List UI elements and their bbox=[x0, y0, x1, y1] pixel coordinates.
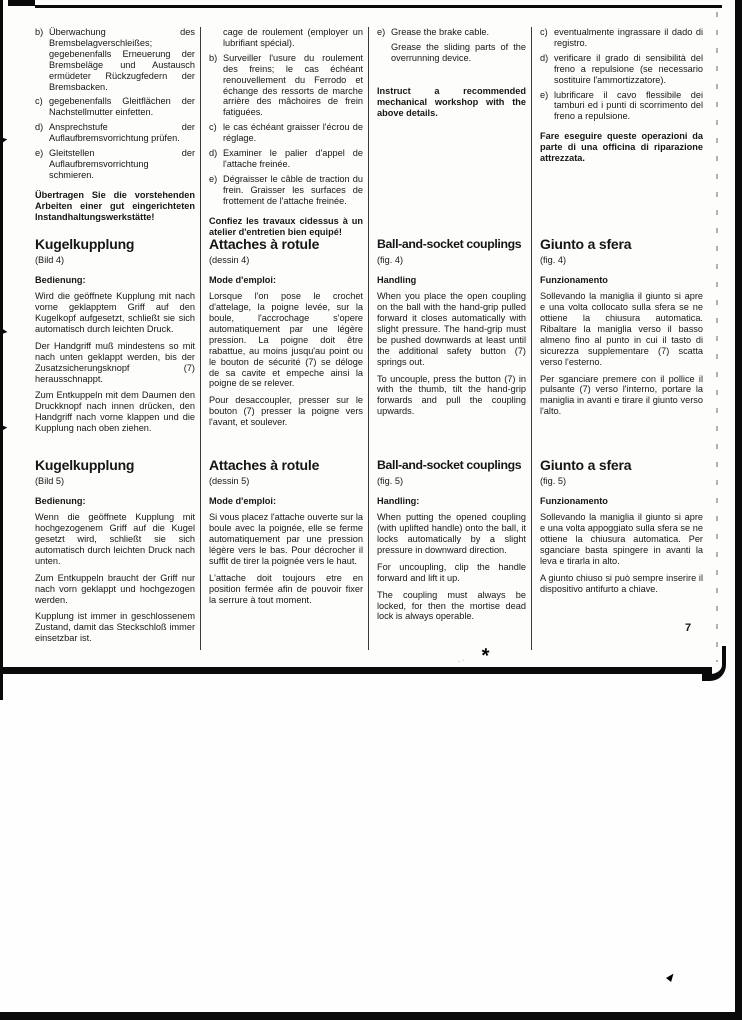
column-german bbox=[30, 237, 200, 458]
section-title: Giunto a sfera bbox=[540, 457, 632, 474]
item-text: eventualmente ingrassare il dado di registro. bbox=[554, 27, 703, 48]
column-italian bbox=[531, 27, 708, 237]
body-paragraph: When you place the open coupling on the ball with the hand-grip pulled forward it closes automatically with slight pressure. The hand-grip must be pushed downwards at least until the additional safety button (7) springs out. bbox=[377, 291, 526, 367]
figure-reference: (Bild 4) bbox=[35, 255, 65, 266]
scan-artifact-left-edge bbox=[0, 0, 3, 700]
item-label: c) bbox=[35, 96, 43, 107]
item-text: Ansprechstufe der Auflaufbremsvorrichtung prüfen. bbox=[49, 122, 195, 144]
item-text: Surveiller l'usure du roulement des freins; le cas échéant renouvellement du Ferrodo et échange des ressorts de marche arrière des mâchoires de frein fatiguées. bbox=[223, 52, 363, 118]
list-item bbox=[209, 174, 363, 207]
list-item bbox=[35, 122, 195, 144]
item-text: Gleitstellen der Auflaufbremsvorrichtung schmieren. bbox=[49, 148, 195, 180]
ink-smudge-star: * bbox=[479, 644, 491, 668]
figure-reference: (fig. 5) bbox=[377, 476, 404, 487]
item-label: b) bbox=[35, 27, 44, 37]
list-item bbox=[209, 53, 363, 118]
body-paragraph: A giunto chiuso si può sempre inserire il dispositivo antifurto a chiave. bbox=[540, 572, 703, 594]
subheading: Handling: bbox=[377, 496, 420, 507]
body-paragraph: To uncouple, press the button (7) in with the thumb, tilt the hand-grip forwards and pull the coupling upwards. bbox=[377, 373, 526, 417]
body-paragraph: Wird die geöffnete Kupplung mit nach vorne geklapptem Griff auf den Kugelkopf aufgesetzt, schließt sie sich automatisch durch leichten Druck. bbox=[35, 291, 195, 334]
item-text: verificare il grado di sensibilità del freno a repulsione (se necessario sostituire l'ammortizzatore). bbox=[554, 52, 703, 85]
ink-speck: ► bbox=[0, 326, 10, 337]
scan-artifact-bottom-bar bbox=[0, 1012, 742, 1020]
figure-reference: (dessin 4) bbox=[209, 255, 250, 266]
ink-speck: ► bbox=[0, 134, 10, 145]
item-text: gegebenenfalls Gleitflächen der Nachstellmutter einfetten. bbox=[49, 96, 195, 118]
column-german bbox=[30, 458, 200, 650]
subheading: Handling bbox=[377, 275, 417, 286]
subheading: Funzionamento bbox=[540, 496, 608, 507]
item-label bbox=[377, 42, 391, 64]
column-italian bbox=[531, 237, 708, 458]
list-item bbox=[540, 53, 703, 86]
list-item bbox=[35, 27, 195, 92]
section-title: Kugelkupplung bbox=[35, 457, 135, 474]
subheading: Mode d'emploi: bbox=[209, 275, 277, 286]
body-paragraph: For uncoupling, clip the handle forward and lift it up. bbox=[377, 561, 526, 583]
ink-smudge-dots: .· bbox=[458, 657, 467, 664]
body-paragraph: Kupplung ist immer in geschlossenem Zustand, damit das Steckschloß immer einsetzbar ist. bbox=[35, 611, 195, 644]
section-title: Giunto a sfera bbox=[540, 236, 632, 253]
item-label: e) bbox=[540, 89, 549, 100]
ink-smudge-blob: ▲ bbox=[661, 967, 680, 987]
body-paragraph: Wenn die geöffnete Kupplung mit hochgezogenem Griff auf die Kugel gesetzt wird, schließt sie sich automatisch durch leichten Druck nach unten. bbox=[35, 512, 195, 566]
item-text: Dégraisser le câble de traction du frein. Graisser les surfaces de frottement de l'attache freinée. bbox=[223, 173, 363, 206]
figure-reference: (fig. 5) bbox=[540, 476, 567, 487]
section-title: Kugelkupplung bbox=[35, 236, 135, 253]
body-paragraph: Sollevando la maniglia il giunto si apre e una volta collocato sulla sfera se ne ottiene la chiusura automatica. Ribaltare la maniglia verso il basso almeno fino al punto in cui il tasto di sicurezza supplementare (7) scatta verso l'esterno. bbox=[540, 291, 703, 367]
figure-reference: (Bild 5) bbox=[35, 476, 65, 487]
body-paragraph: L'attache doit toujours etre en position fermée afin de pouvoir fixer la serrure à tout moment. bbox=[209, 572, 363, 605]
column-french bbox=[200, 237, 368, 458]
item-label: c) bbox=[209, 122, 217, 133]
item-text: le cas échéant graisser l'écrou de réglage. bbox=[223, 122, 363, 144]
body-paragraph: Pour desaccoupler, presser sur le bouton (7) presser la poigne vers l'avant, et soulever. bbox=[209, 395, 363, 428]
subheading: Funzionamento bbox=[540, 275, 608, 286]
body-paragraph: Lorsque l'on pose le crochet d'attelage, la poigne levée, sur la boule, l'accrochage s'opere automatiquement par une légère pression. La poigne doit être rabattue, au moins jusqu'au point ou le bouton de sécurité (7) se déloge de sa cavite et empeche ainsi la poigne de se relever. bbox=[209, 291, 363, 389]
list-item bbox=[209, 122, 363, 144]
item-text: Überwachung des Bremsbelagverschleißes; gegebenenfalls Erneuerung der Bremsbeläge und Austausch ermüdeter Rückzugfedern der Bremsbacken. bbox=[49, 27, 195, 92]
item-label: d) bbox=[209, 148, 218, 159]
item-label: e) bbox=[35, 148, 44, 159]
list-item bbox=[377, 42, 526, 64]
figure-reference: (fig. 4) bbox=[377, 255, 404, 266]
workshop-note-italian: Fare eseguire queste operazioni da parte di una officina di riparazione attrezzata. bbox=[540, 131, 703, 164]
subheading: Bedienung: bbox=[35, 275, 86, 286]
continued-text: cage de roulement (employer un lubrifiant spécial). bbox=[223, 27, 363, 48]
item-label: b) bbox=[209, 52, 218, 63]
item-text: Grease the brake cable. bbox=[391, 27, 490, 37]
list-item bbox=[35, 96, 195, 118]
body-paragraph: When putting the opened coupling (with uplifted handle) onto the ball, it locks automatically by a slight pressure in downward direction. bbox=[377, 512, 526, 555]
item-label: d) bbox=[540, 52, 549, 63]
body-paragraph: Zum Entkuppeln braucht der Griff nur nach vorn geklappt und hochgezogen werden. bbox=[35, 572, 195, 605]
item-label: e) bbox=[377, 27, 386, 37]
section-maintenance bbox=[30, 27, 708, 237]
subheading: Mode d'emploi: bbox=[209, 496, 277, 507]
page-number: 7 bbox=[685, 622, 692, 634]
page-content bbox=[30, 27, 708, 650]
list-item bbox=[540, 90, 703, 123]
subheading: Bedienung: bbox=[35, 496, 86, 507]
page-bottom-edge-line bbox=[0, 667, 712, 674]
scan-artifact-top-line bbox=[35, 5, 722, 8]
item-label: c) bbox=[540, 27, 548, 37]
workshop-note-german: Übertragen Sie die vorstehenden Arbeiten einer gut eingerichteten Instandhaltungswerkstätte! bbox=[35, 189, 195, 222]
section-title: Ball-and-socket couplings bbox=[377, 458, 522, 473]
body-paragraph: Per sganciare premere con il pollice il pulsante (7) verso l'interno, portare la maniglia in avanti e tirare il giunto verso l'alto. bbox=[540, 373, 703, 417]
body-paragraph: The coupling must always be locked, for then the mortise dead lock is always operable. bbox=[377, 589, 526, 622]
column-english bbox=[368, 458, 531, 650]
body-paragraph: Zum Entkuppeln mit dem Daumen den Druckknopf nach innen drücken, den Handgriff nach vorne klappen und die Kupplung nach oben ziehen. bbox=[35, 390, 195, 434]
column-english bbox=[368, 27, 531, 237]
section-title: Ball-and-socket couplings bbox=[377, 237, 522, 252]
column-english bbox=[368, 237, 531, 458]
body-paragraph: Der Handgriff muß mindestens so mit nach unten geklappt werden, bis der Zusatzsicherungsknopf (7) herausschnappt. bbox=[35, 340, 195, 384]
list-item bbox=[209, 148, 363, 170]
column-italian bbox=[531, 458, 708, 650]
scan-artifact-right-bar bbox=[735, 0, 742, 1020]
item-text: Grease the sliding parts of the overrunning device. bbox=[391, 41, 526, 63]
item-label: d) bbox=[35, 122, 44, 133]
figure-reference: (fig. 4) bbox=[540, 255, 567, 266]
body-paragraph: Si vous placez l'attache ouverte sur la boule avec la poignée, elle se ferme automatiquement par une pression légère vers le bas. Pour décrocher il suffit de tirer la poignée vers le haut. bbox=[209, 512, 363, 566]
body-paragraph: Sollevando la maniglia il giunto si apre e una volta appoggiato sulla sfera se ne ottiene la chiusura automatica. Per sganciare basta spingere in avanti la leva e tirarla in alto. bbox=[540, 512, 703, 566]
page-right-edge-line bbox=[716, 12, 718, 662]
item-text: lubrificare il cavo flessibile dei tamburi ed i punti di scorrimento del freno a repulsione. bbox=[554, 89, 703, 122]
list-item bbox=[377, 27, 526, 38]
scan-artifact-top-left-mark bbox=[8, 0, 35, 6]
section-coupling-fig4 bbox=[30, 237, 708, 458]
ink-speck: ► bbox=[0, 422, 10, 433]
section-title: Attaches à rotule bbox=[209, 457, 320, 474]
column-french bbox=[200, 27, 368, 237]
scan-background bbox=[0, 676, 742, 1020]
item-text: Examiner le palier d'appel de l'attache freinée. bbox=[223, 148, 363, 169]
section-title: Attaches à rotule bbox=[209, 236, 320, 253]
column-french bbox=[200, 458, 368, 650]
column-german bbox=[30, 27, 200, 237]
item-label: e) bbox=[209, 173, 218, 184]
list-item bbox=[35, 148, 195, 181]
workshop-note-english: Instruct a recommended mechanical workshop with the above details. bbox=[377, 85, 526, 118]
section-coupling-fig5 bbox=[30, 458, 708, 650]
workshop-note-french: Confiez les travaux cidessus à un atelier d'entretien bien equipé! bbox=[209, 215, 363, 237]
figure-reference: (dessin 5) bbox=[209, 476, 250, 487]
list-item bbox=[540, 27, 703, 49]
